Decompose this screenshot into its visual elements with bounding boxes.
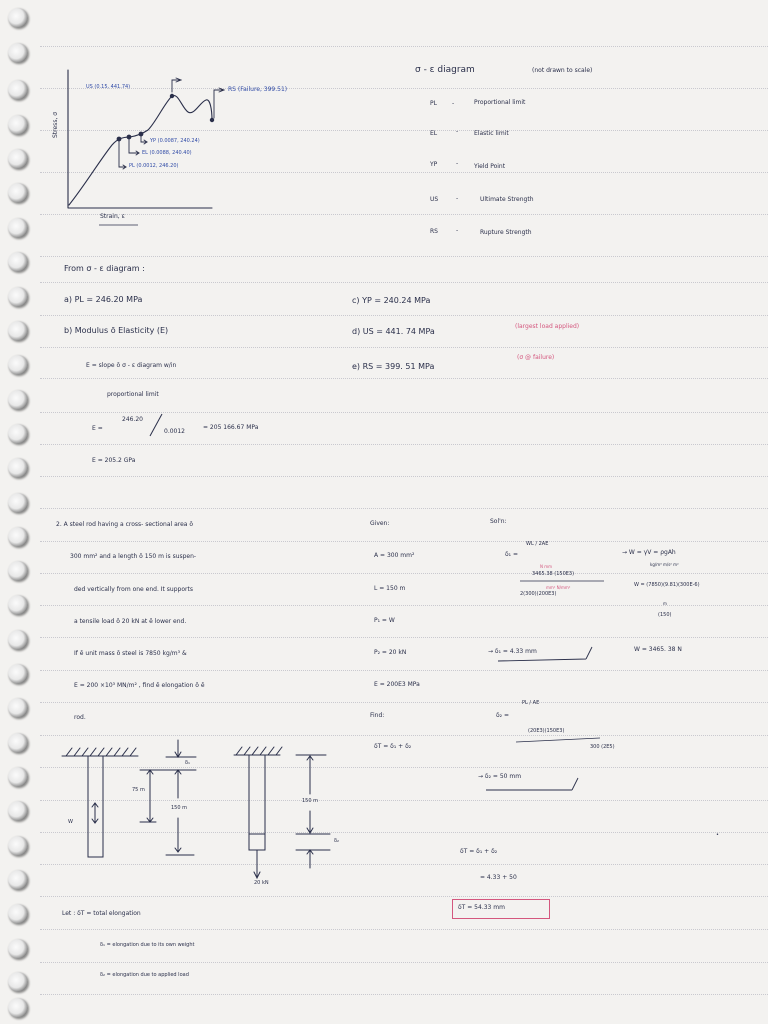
x-axis-label: Strain, ε (100, 213, 125, 220)
rs-annotation: RS (Failure, 399.51) (228, 86, 288, 93)
delta1-formula: WL / 2AE (526, 541, 549, 547)
delta2-lhs: δ₂ = (496, 712, 510, 719)
answer-e-note: (σ @ failure) (517, 354, 555, 361)
given-item: A = 300 mm² (374, 552, 415, 559)
y-axis-label: Stress, σ (52, 111, 59, 138)
total-line2: = 4.33 + 50 (480, 874, 517, 881)
answer-b-line2: proportional limit (107, 391, 159, 398)
legend-name-el: Elastic limit (474, 130, 509, 137)
weight-calc: W = (7850)(9.81)(300E-6) (634, 582, 700, 588)
delta1-result: → δ₁ = 4.33 mm (488, 648, 537, 655)
answer-d-note: (largest load applied) (515, 323, 580, 330)
given-item: P₂ = 20 kN (374, 649, 407, 656)
given-title: Given: (370, 520, 390, 527)
legend-name-rs: Rupture Strength (480, 229, 532, 236)
weight-units: kg/m³ m/s² m² (650, 562, 679, 567)
legend-dash: - (456, 160, 459, 167)
legend-note: (not drawn to scale) (532, 67, 593, 74)
delta1-label: δ₁ (185, 760, 191, 766)
problem2-line: a tensile load ō 20 kN at ē lower end. (74, 618, 187, 625)
delta2-calc-num: (20E3)(150E3) (528, 728, 565, 734)
weight-formula: → W = γV = ρgAh (622, 549, 676, 556)
answer-e: e) RS = 399. 51 MPa (352, 362, 435, 371)
legend-abbr-rs: RS (430, 228, 438, 235)
legend-abbr-el: EL (430, 130, 438, 137)
load-label: 20 kN (254, 880, 269, 886)
modulus-calc-lhs: E = (92, 425, 103, 432)
delta2-label: δ₂ (334, 838, 340, 844)
modulus-calc-num: 246.20 (122, 416, 143, 423)
final-answer: δT = 54.33 mm (458, 904, 505, 911)
modulus-calc-rhs: = 205 166.67 MPa (203, 424, 259, 431)
dim-75m: 75 m (132, 787, 145, 793)
us-annotation: US (0.15, 441.74) (86, 84, 131, 90)
el-annotation: EL (0.0088, 240.40) (142, 150, 192, 156)
problem2-line: If ē unit mass ō steel is 7850 kg/m³ & (74, 650, 187, 657)
legend-abbr-yp: YP (430, 161, 438, 168)
given-item: E = 200E3 MPa (374, 681, 420, 688)
delta1-units-bottom: mm² N/mm² (546, 585, 571, 590)
legend-dash: - (456, 195, 459, 202)
delta2-result: → δ₂ = 50 mm (478, 773, 522, 780)
dim-150m-left: 150 m (171, 805, 188, 811)
problem2-line: 2. A steel rod having a cross- sectional area ō (56, 521, 194, 528)
problem2-line: E = 200 ×10³ MN/m² , find ē elongation ō ē (74, 682, 205, 689)
delta1-numerator: 3465.38 (150E3) (532, 571, 575, 577)
answer-c: c) YP = 240.24 MPa (352, 296, 431, 305)
legend-name-yp: Yield Point (474, 163, 506, 170)
answer-a: a) PL = 246.20 MPa (64, 295, 143, 304)
given-item: P₁ = W (374, 617, 395, 624)
legend-name-us: Ultimate Strength (480, 196, 534, 203)
delta2-calc-den: 300 (2E5) (590, 744, 615, 750)
modulus-result: E = 205.2 GPa (92, 457, 136, 464)
delta1-denominator: 2(300)(200E3) (520, 591, 557, 597)
legend-name-pl: Proportional limit (474, 99, 526, 106)
definition-delta2: δ₂ = elongation due to applied load (100, 972, 189, 978)
legend-title: σ - ε diagram (415, 65, 475, 75)
part1-heading: From σ - ε diagram : (64, 264, 145, 273)
pl-annotation: PL (0.0012, 246.20) (129, 163, 179, 169)
answer-b-line1: E = slope ō σ - ε diagram w/in (86, 362, 177, 369)
answer-d: d) US = 441. 74 MPa (352, 327, 435, 336)
problem2-line: ded vertically from one end. It supports (74, 586, 193, 593)
legend-dash: - (452, 100, 455, 107)
find-expr: δT = δ₁ + δ₂ (374, 743, 412, 750)
stray-mark: • (716, 832, 719, 838)
modulus-calc-den: 0.0012 (164, 428, 185, 435)
weight-result: W = 3465. 38 N (634, 646, 682, 653)
find-title: Find: (370, 712, 385, 719)
definition-delta1: δ₁ = elongation due to its own weight (100, 942, 195, 948)
weight-height: (150) (658, 612, 672, 618)
legend-dash: - (456, 227, 459, 234)
solution-title: Sol'n: (490, 518, 507, 525)
weight-label: W (68, 819, 73, 825)
given-item: L = 150 m (374, 585, 406, 592)
answer-b: b) Modulus ō Elasticity (E) (64, 326, 169, 335)
weight-unit-m: m (663, 601, 667, 606)
legend-abbr-us: US (430, 196, 439, 203)
problem2-line: 300 mm² and a length ō 150 m is suspen- (70, 553, 197, 560)
delta1-units-top: N mm (540, 564, 553, 569)
definition-total: Let : δT = total elongation (62, 910, 141, 917)
problem2-line: rod. (74, 714, 86, 721)
legend-abbr-pl: PL (430, 100, 437, 107)
yp-annotation: YP (0.0087, 240.24) (150, 138, 200, 144)
delta1-lhs: δ₁ = (505, 551, 519, 558)
legend-dash: - (456, 128, 459, 135)
delta2-formula: PL / AE (522, 700, 540, 706)
dim-150m-right: 150 m (302, 798, 319, 804)
total-line1: δT = δ₁ + δ₂ (460, 848, 498, 855)
